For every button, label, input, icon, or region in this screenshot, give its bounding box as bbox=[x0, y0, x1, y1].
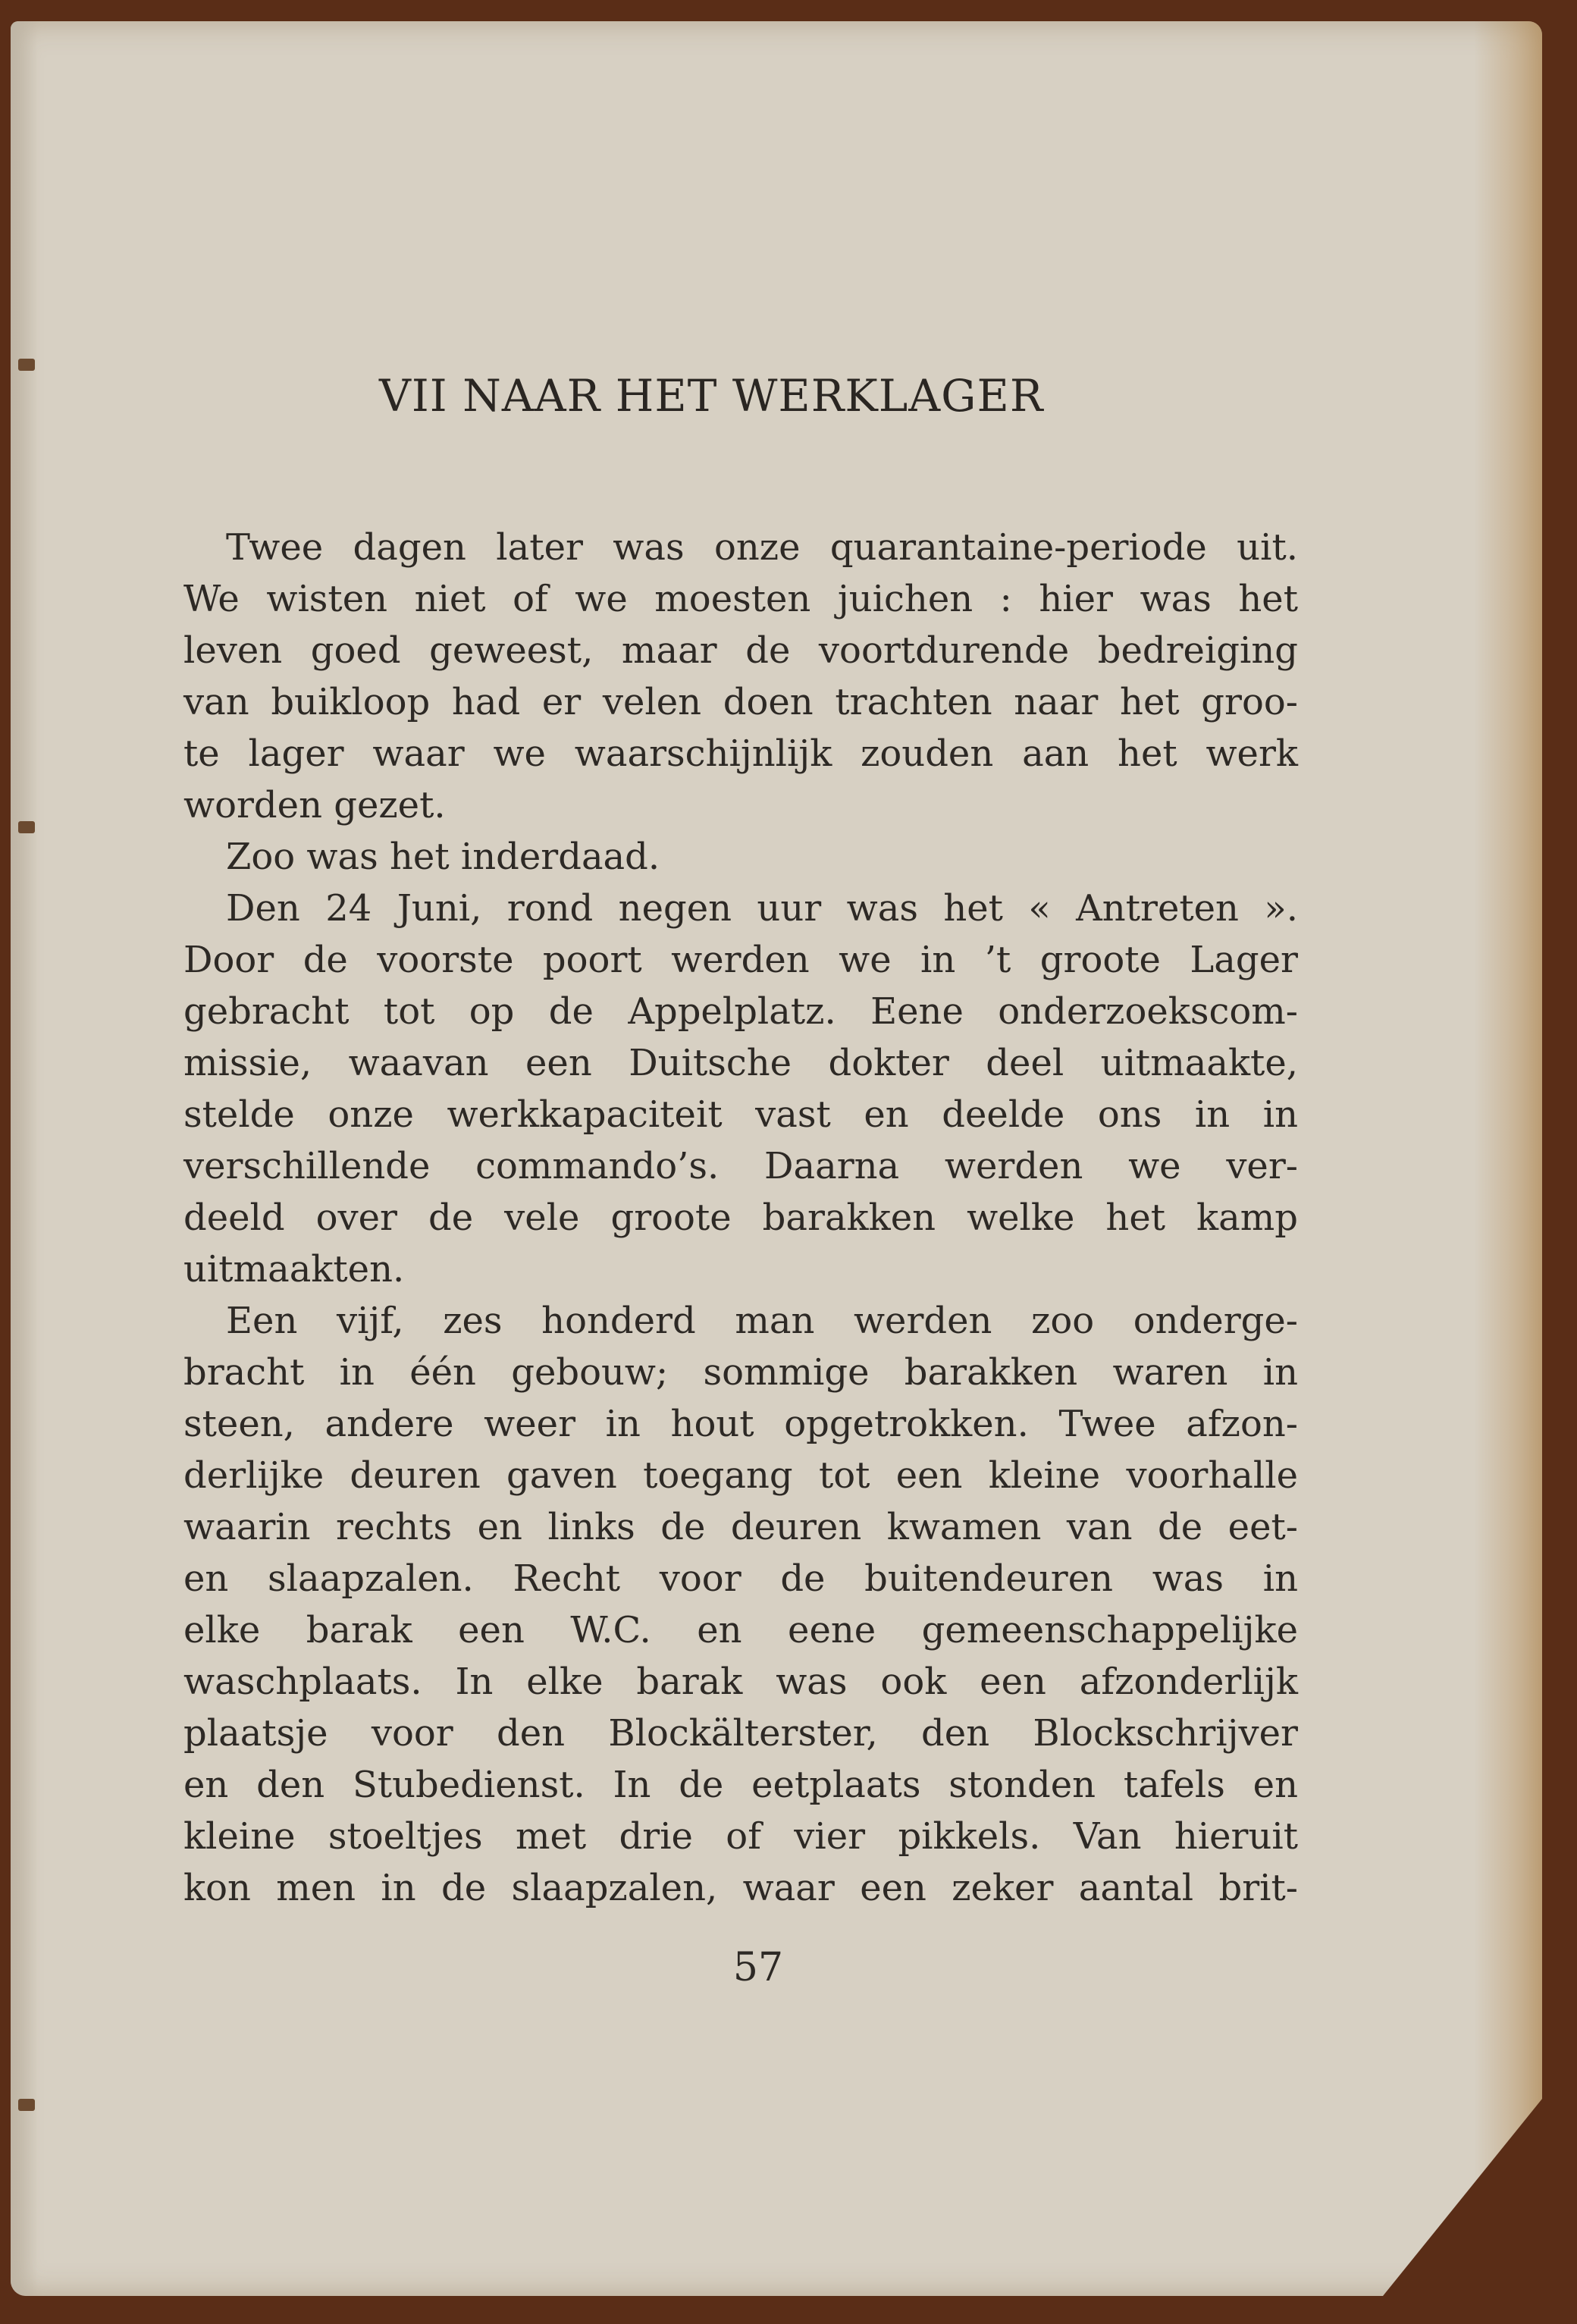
text-line: kleine stoeltjes met drie of vier pikkels. Van hieruit bbox=[183, 1815, 1298, 1858]
worn-corner bbox=[1383, 2099, 1542, 2296]
text-line: Zoo was het inderdaad. bbox=[226, 836, 660, 878]
text-line: leven goed geweest, maar de voortdurende bedreiging bbox=[183, 629, 1298, 672]
text-line: waarin rechts en links de deuren kwamen van de eet- bbox=[183, 1506, 1298, 1548]
binding-stitch-mark bbox=[18, 359, 35, 371]
text-line: en slaapzalen. Recht voor de buitendeuren was in bbox=[183, 1557, 1298, 1600]
text-line: Door de voorste poort werden we in ’t groote Lager bbox=[183, 939, 1298, 981]
text-line: van buikloop had er velen doen trachten naar het groo- bbox=[183, 681, 1298, 723]
text-line: waschplaats. In elke barak was ook een afzonderlijk bbox=[183, 1661, 1298, 1703]
text-line: deeld over de vele groote barakken welke het kamp bbox=[183, 1196, 1298, 1239]
binding-stitch-mark bbox=[18, 2099, 35, 2111]
binding-stitch-mark bbox=[18, 821, 35, 833]
page-number: 57 bbox=[732, 1945, 784, 1990]
text-line: plaatsje voor den Blockälterster, den Blockschrijver bbox=[183, 1712, 1298, 1755]
text-line: elke barak een W.C. en eene gemeenschappelijke bbox=[183, 1609, 1298, 1651]
text-line: te lager waar we waarschijnlijk zouden aan het werk bbox=[183, 732, 1298, 775]
chapter-title: VII NAAR HET WERKLAGER bbox=[379, 370, 1044, 422]
text-line: Een vijf, zes honderd man werden zoo onderge- bbox=[226, 1300, 1298, 1342]
text-line: verschillende commando’s. Daarna werden we ver- bbox=[183, 1145, 1298, 1187]
body-text bbox=[183, 522, 1298, 1914]
text-line: uitmaakten. bbox=[183, 1248, 405, 1291]
text-line: stelde onze werkkapaciteit vast en deelde ons in in bbox=[183, 1093, 1298, 1136]
text-line: en den Stubedienst. In de eetplaats stonden tafels en bbox=[183, 1764, 1298, 1806]
text-line: missie, waavan een Duitsche dokter deel uitmaakte, bbox=[183, 1042, 1298, 1084]
text-line: derlijke deuren gaven toegang tot een kleine voorhalle bbox=[183, 1454, 1298, 1497]
text-line: worden gezet. bbox=[183, 784, 446, 826]
page-edge-right bbox=[1474, 21, 1542, 2296]
text-line: Den 24 Juni, rond negen uur was het « Antreten ». bbox=[226, 887, 1298, 930]
text-line: gebracht tot op de Appelplatz. Eene onderzoekscom- bbox=[183, 990, 1298, 1033]
text-line: kon men in de slaapzalen, waar een zeker aantal brit- bbox=[183, 1867, 1298, 1909]
text-line: We wisten niet of we moesten juichen : hier was het bbox=[183, 578, 1298, 620]
text-line: steen, andere weer in hout opgetrokken. Twee afzon- bbox=[183, 1403, 1298, 1445]
text-line: Twee dagen later was onze quarantaine-periode uit. bbox=[226, 526, 1298, 569]
text-line: bracht in één gebouw; sommige barakken waren in bbox=[183, 1351, 1298, 1394]
